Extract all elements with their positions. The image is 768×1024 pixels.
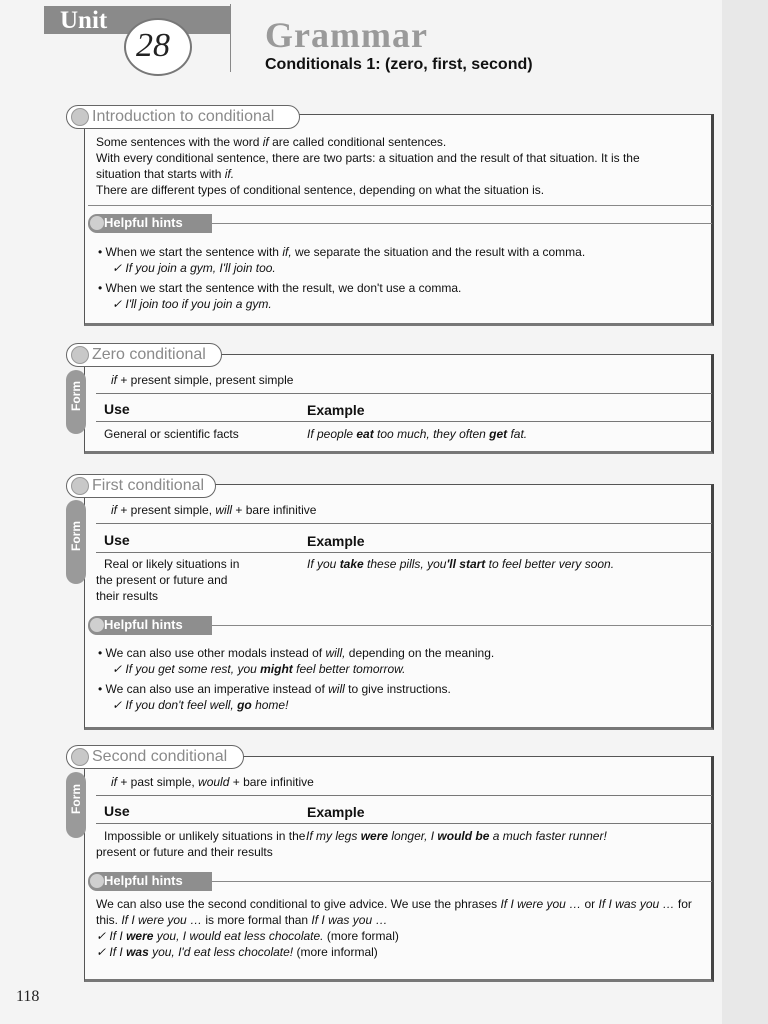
first-hint-1: • We can also use other modals instead of will, depending on the meaning.	[98, 646, 494, 660]
page-edge-shadow	[722, 0, 768, 1024]
page-number: 118	[16, 988, 40, 1005]
first-example: If you take these pills, you'll start to feel better very soon.	[307, 557, 615, 571]
second-form: if + past simple, would + bare infinitive	[111, 775, 314, 789]
helpful-hints-label: Helpful hints	[88, 214, 212, 233]
divider	[96, 393, 712, 394]
zero-tab: Zero conditional	[66, 343, 222, 367]
first-hint-1-example: ✓ If you get some rest, you might feel better tomorrow.	[112, 662, 406, 676]
second-tab: Second conditional	[66, 745, 244, 769]
second-hint-example-2: ✓ If I was you, I'd eat less chocolate! (more informal)	[96, 945, 378, 959]
use-header: Use	[104, 401, 130, 417]
intro-hint-2: • When we start the sentence with the result, we don't use a comma.	[98, 281, 461, 295]
use-header: Use	[104, 532, 130, 548]
first-hint-2: • We can also use an imperative instead of will to give instructions.	[98, 682, 451, 696]
intro-tab	[66, 105, 300, 129]
intro-line-3: situation that starts with if.	[96, 167, 235, 181]
second-hint-example-1: ✓ If I were you, I would eat less chocolate. (more formal)	[96, 929, 399, 943]
divider	[88, 205, 712, 206]
unit-label: Unit	[60, 7, 108, 34]
section-bullet-icon	[71, 108, 89, 126]
example-header: Example	[307, 533, 365, 549]
first-use-line-2: the present or future and	[96, 573, 228, 587]
intro-hint-2-example: ✓ I'll join too if you join a gym.	[112, 297, 272, 311]
helpful-hints-label: Helpful hints	[88, 872, 212, 891]
page-title: Grammar	[265, 15, 428, 55]
first-tab: First conditional	[66, 474, 216, 498]
intro-hint-1: • When we start the sentence with if, we separate the situation and the result with a comma.	[98, 245, 585, 259]
divider	[96, 523, 712, 524]
divider	[212, 625, 712, 626]
example-header: Example	[307, 402, 365, 418]
header-divider	[230, 4, 231, 72]
use-header: Use	[104, 803, 130, 819]
divider	[96, 421, 712, 422]
unit-number: 28	[136, 27, 170, 64]
intro-hint-1-example: ✓ If you join a gym, I'll join too.	[112, 261, 276, 275]
intro-line-2: With every conditional sentence, there are two parts: a situation and the result of that situation. It is the	[96, 151, 640, 165]
section-bullet-icon	[71, 346, 89, 364]
divider	[96, 795, 712, 796]
first-use-line-3: their results	[96, 589, 159, 603]
section-bullet-icon	[71, 477, 89, 495]
form-label: Form	[66, 370, 86, 434]
helpful-hints-label: Helpful hints	[88, 616, 212, 635]
divider	[96, 552, 712, 553]
intro-line-4: There are different types of conditional sentence, depending on what the situation is.	[96, 183, 545, 197]
hint-bullet-icon	[90, 618, 104, 632]
divider	[212, 881, 712, 882]
divider	[212, 223, 712, 224]
form-label: Form	[66, 500, 86, 584]
hint-bullet-icon	[90, 874, 104, 888]
second-hint-line-1: We can also use the second conditional to give advice. We use the phrases If I were you … or If I was you … for	[96, 897, 692, 911]
first-use-line-1: Real or likely situations in	[104, 557, 240, 571]
first-hint-2-example: ✓ If you don't feel well, go home!	[112, 698, 289, 712]
divider	[96, 823, 712, 824]
zero-use: General or scientific facts	[104, 427, 239, 441]
second-use-line-1: Impossible or unlikely situations in the	[104, 829, 306, 843]
intro-line-1: Some sentences with the word if are called conditional sentences.	[96, 135, 447, 149]
zero-example: If people eat too much, they often get fat.	[307, 427, 528, 441]
form-label: Form	[66, 772, 86, 838]
second-example: If my legs were longer, I would be a much faster runner!	[306, 829, 607, 843]
intro-tab-label: Introduction to conditional	[92, 108, 275, 125]
second-hint-line-2: this. If I were you … is more formal than If I was you …	[96, 913, 388, 927]
second-use-line-2: present or future and their results	[96, 845, 273, 859]
zero-form: if + present simple, present simple	[111, 373, 294, 387]
hint-bullet-icon	[90, 216, 104, 230]
page-subtitle: Conditionals 1: (zero, first, second)	[265, 56, 533, 73]
section-bullet-icon	[71, 748, 89, 766]
example-header: Example	[307, 804, 365, 820]
first-form: if + present simple, will + bare infinitive	[111, 503, 317, 517]
